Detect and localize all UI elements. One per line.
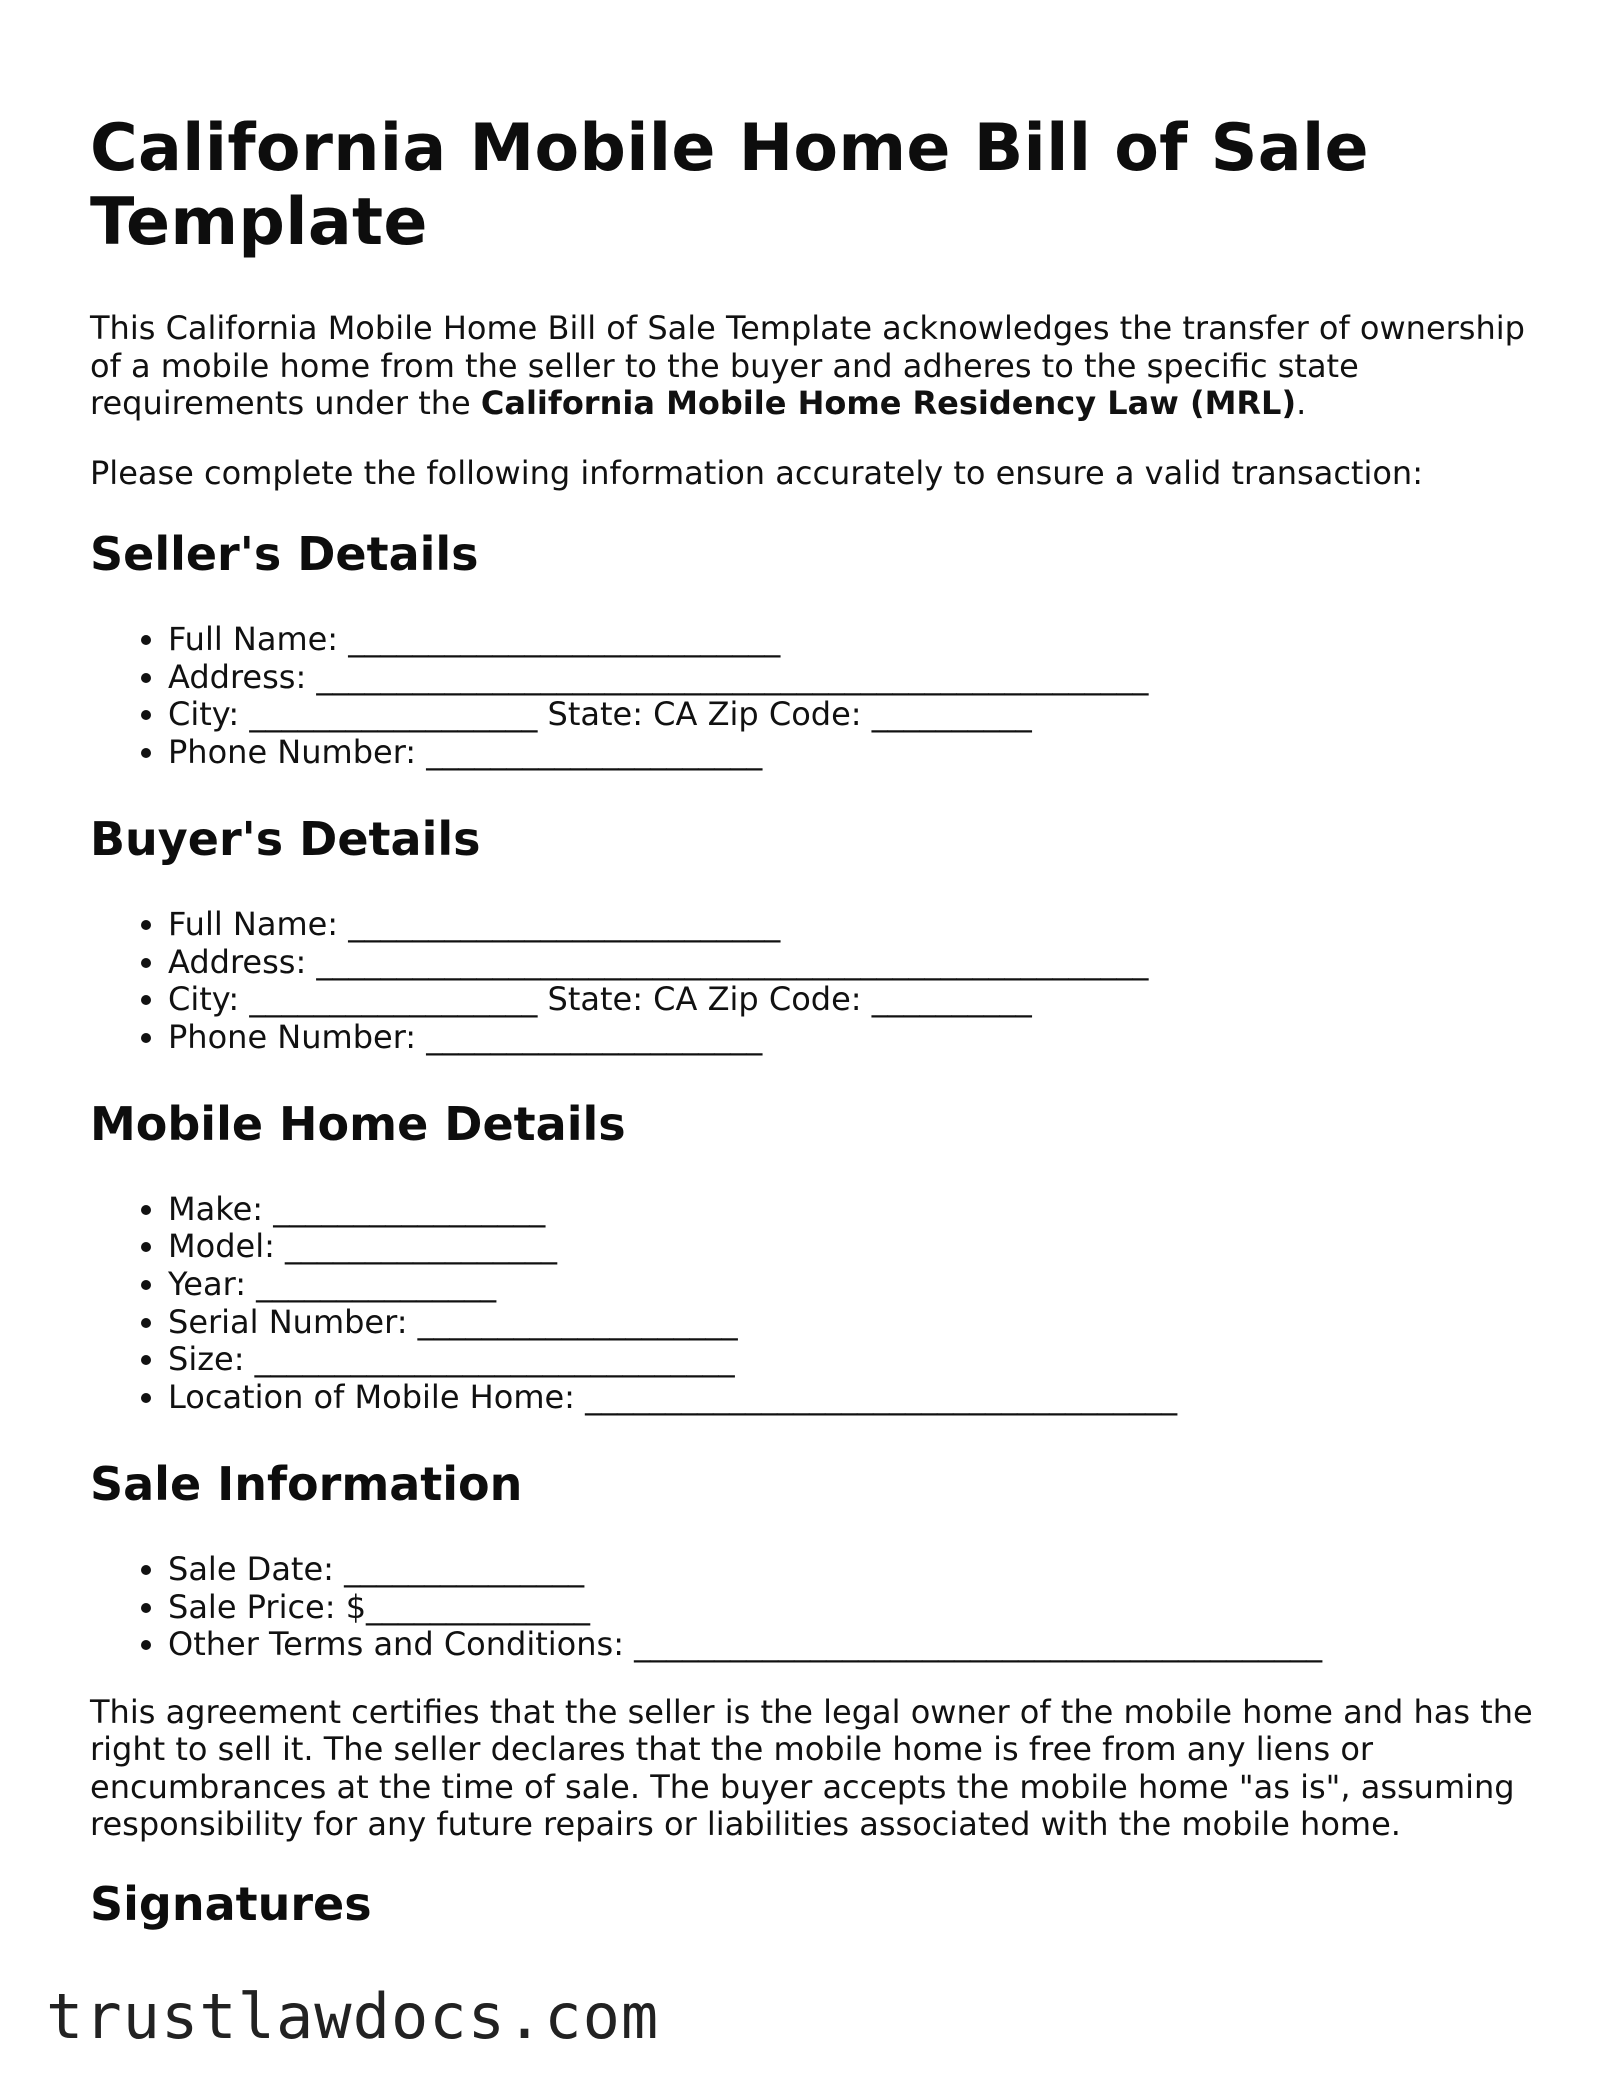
buyer-heading: Buyer's Details [90, 811, 481, 866]
page-title: California Mobile Home Bill of Sale Template [90, 111, 1369, 260]
sale-list [90, 1551, 1540, 1664]
buyer-phone-field: • Phone Number: _____________________ [168, 1019, 1540, 1057]
instructions-paragraph: Please complete the following information accurately to ensure a valid transaction: [90, 453, 1423, 492]
sale-date-field: • Sale Date: _______________ [168, 1551, 1540, 1589]
seller-full-name-field: • Full Name: ___________________________ [168, 621, 1540, 659]
mobile-home-list [90, 1191, 1540, 1417]
size-field: • Size: ______________________________ [168, 1341, 1540, 1379]
other-terms-field: • Other Terms and Conditions: ___________________________________________ [168, 1626, 1540, 1664]
document-page [90, 112, 1540, 1932]
mobile-home-heading: Mobile Home Details [90, 1096, 626, 1151]
serial-number-field: • Serial Number: ____________________ [168, 1304, 1540, 1342]
intro-end: . [1296, 384, 1307, 422]
intro-text: This California Mobile Home Bill of Sale Template acknowledges the transfer of ownership of a mobile home from the seller to the buyer and adheres to the specific state requirements under the [90, 309, 1525, 422]
sale-heading: Sale Information [90, 1456, 523, 1511]
seller-city-state-zip-field: • City: __________________ State: CA Zip Code: __________ [168, 696, 1540, 734]
seller-list [90, 621, 1540, 772]
buyer-full-name-field: • Full Name: ___________________________ [168, 906, 1540, 944]
model-field: • Model: _________________ [168, 1228, 1540, 1266]
watermark: trustlawdocs.com [46, 1980, 660, 2053]
certification-paragraph: This agreement certifies that the seller is the legal owner of the mobile home and has the right to sell it. The seller declares that the mobile home is free from any liens or encumbrances at the time of sale. The buyer accepts the mobile home "as is", assuming responsibility for any future repairs or liabilities associated with the mobile home. [90, 1692, 1533, 1844]
year-field: • Year: _______________ [168, 1266, 1540, 1304]
buyer-address-field: • Address: ____________________________________________________ [168, 944, 1540, 982]
seller-address-field: • Address: ____________________________________________________ [168, 659, 1540, 697]
location-field: • Location of Mobile Home: _____________________________________ [168, 1379, 1540, 1417]
make-field: • Make: _________________ [168, 1191, 1540, 1229]
intro-paragraph [90, 310, 1540, 423]
intro-law-name: California Mobile Home Residency Law (MRL) [480, 384, 1297, 422]
seller-phone-field: • Phone Number: _____________________ [168, 734, 1540, 772]
sale-price-field: • Sale Price: $______________ [168, 1589, 1540, 1627]
buyer-city-state-zip-field: • City: __________________ State: CA Zip Code: __________ [168, 981, 1540, 1019]
signatures-heading: Signatures [90, 1876, 372, 1931]
buyer-list [90, 906, 1540, 1057]
seller-heading: Seller's Details [90, 527, 479, 581]
